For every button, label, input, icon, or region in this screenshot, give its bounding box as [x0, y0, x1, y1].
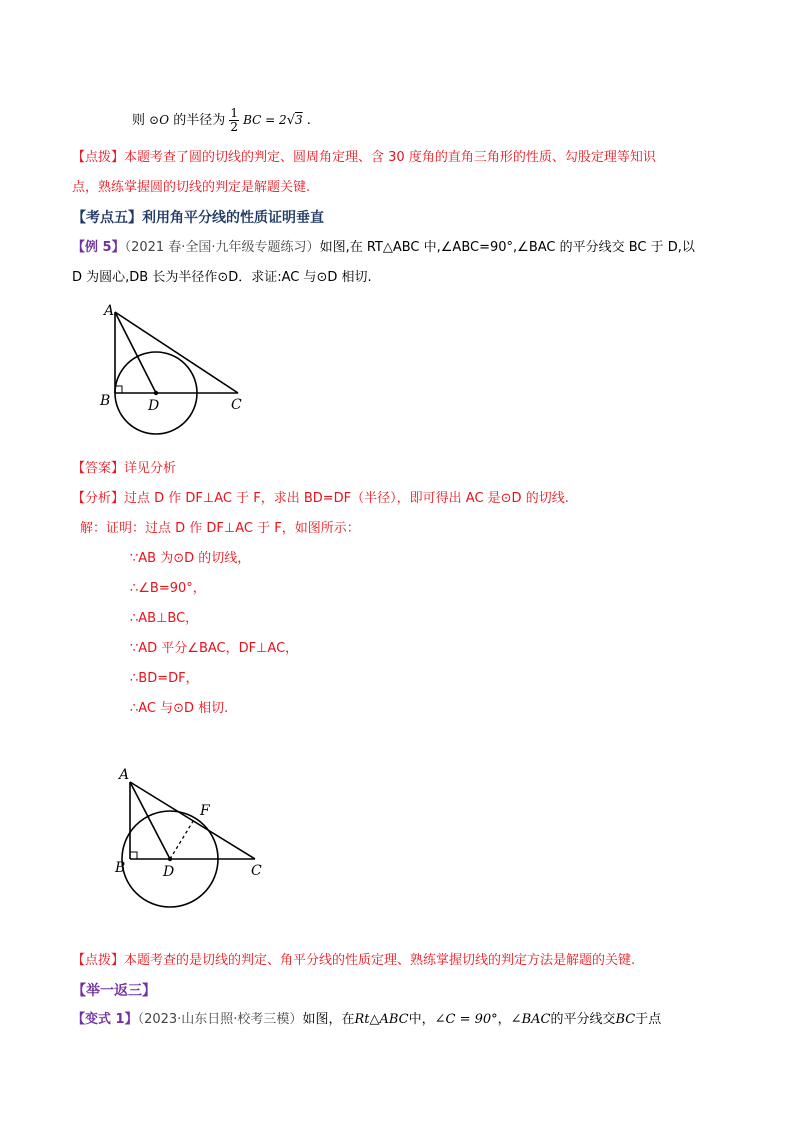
circle-o-label: ⊙O [149, 113, 170, 127]
figure-1-triangle-circle [90, 298, 260, 448]
variant-tag: 【变式 1】 [72, 1012, 138, 1027]
point-d [168, 857, 172, 861]
answer-line [72, 459, 176, 479]
solution-step: ∴AC 与⊙D 相切. [130, 701, 229, 716]
sqrt-argument: 3 [294, 113, 303, 127]
variant-text-a: 如图，在 [302, 1012, 355, 1027]
practice-heading: 【举一返三】 [72, 983, 156, 999]
variant-text-b: 中， [408, 1012, 435, 1027]
right-angle-mark [130, 852, 137, 859]
label-b: B [115, 860, 126, 876]
example-line2: D 为圆心,DB 长为半径作⊙D．求证:AC 与⊙D 相切. [72, 270, 372, 285]
segment-ac [130, 782, 255, 859]
example-tag: 【例 5】 [72, 240, 125, 255]
section-title: 【考点五】利用角平分线的性质证明垂直 [72, 210, 324, 226]
variant-math-angle-bac: ∠BAC [510, 1012, 551, 1027]
solution-step: ∴AB⊥BC， [130, 611, 199, 626]
tip-text-line2: 点，熟练掌握圆的切线的判定是解题关键. [72, 180, 311, 195]
tip-paragraph-2 [72, 951, 635, 971]
solution-step: ∴BD=DF， [130, 671, 199, 686]
tip-paragraph-1 [72, 148, 656, 168]
label-f: F [200, 803, 210, 819]
answer-text: 详见分析 [124, 461, 177, 476]
label-a: A [104, 303, 115, 319]
radius-expression: BC = 2 [243, 113, 287, 127]
label-d: D [163, 864, 175, 880]
example-line1 [72, 238, 695, 258]
radius-middle: 的半径为 [173, 113, 226, 128]
figure-2-triangle-circle-tangent [105, 760, 275, 910]
label-b: B [100, 393, 111, 409]
solution-intro: 解：证明：过点 D 作 DF⊥AC 于 F，如图所示： [80, 521, 360, 536]
variant-text-d: 的平分线交 [550, 1012, 616, 1027]
solution-step: ∴∠B=90°， [130, 581, 206, 596]
variant-math-triangle: Rt△ABC [354, 1012, 409, 1027]
variant-source: （2023·山东日照·校考三模） [137, 1012, 303, 1027]
radius-line: 则 ⊙O 的半径为 $\frac{1}{2}$ BC = 2√3 . [132, 106, 311, 134]
variant-line [72, 1010, 661, 1030]
tip-text-line1: 本题考查了圆的切线的判定、圆周角定理、含 30 度角的直角三角形的性质、勾股定理等知识 [124, 150, 656, 165]
label-d: D [148, 398, 160, 414]
segment-df-dashed [170, 818, 195, 859]
variant-math-angle-c: ∠C = 90° [434, 1012, 498, 1027]
segment-ac [115, 312, 238, 393]
example-source: （2021 春·全国·九年级专题练习） [124, 240, 320, 255]
example-text-1: 如图,在 RT△ABC 中,∠ABC=90°,∠BAC 的平分线交 BC 于 D,以 [319, 240, 695, 255]
solution-step: ∵AB 为⊙D 的切线， [130, 551, 251, 566]
variant-text-e: 于点 [635, 1012, 662, 1027]
analysis-tag: 【分析】 [72, 491, 125, 506]
answer-tag: 【答案】 [72, 461, 125, 476]
label-a: A [119, 767, 130, 783]
solution-step: ∵AD 平分∠BAC，DF⊥AC， [130, 641, 299, 656]
tip-tag: 【点拨】 [72, 150, 125, 165]
tip-text: 本题考查的是切线的判定、角平分线的性质定理、熟练掌握切线的判定方法是解题的关键. [124, 953, 636, 968]
label-c: C [251, 863, 262, 879]
analysis-text: 过点 D 作 DF⊥AC 于 F，求出 BD=DF（半径），即可得出 AC 是⊙D 的切线. [124, 491, 569, 506]
fraction-one-half: $\frac{1}{2}$ [230, 106, 238, 134]
label-c: C [231, 397, 242, 413]
variant-math-bc: BC [615, 1012, 636, 1027]
tip-tag: 【点拨】 [72, 953, 125, 968]
radius-prefix: 则 [132, 113, 146, 128]
point-d [154, 391, 158, 395]
variant-text-c: ， [497, 1012, 511, 1027]
analysis-line [72, 489, 569, 509]
radius-end: . [306, 113, 311, 128]
